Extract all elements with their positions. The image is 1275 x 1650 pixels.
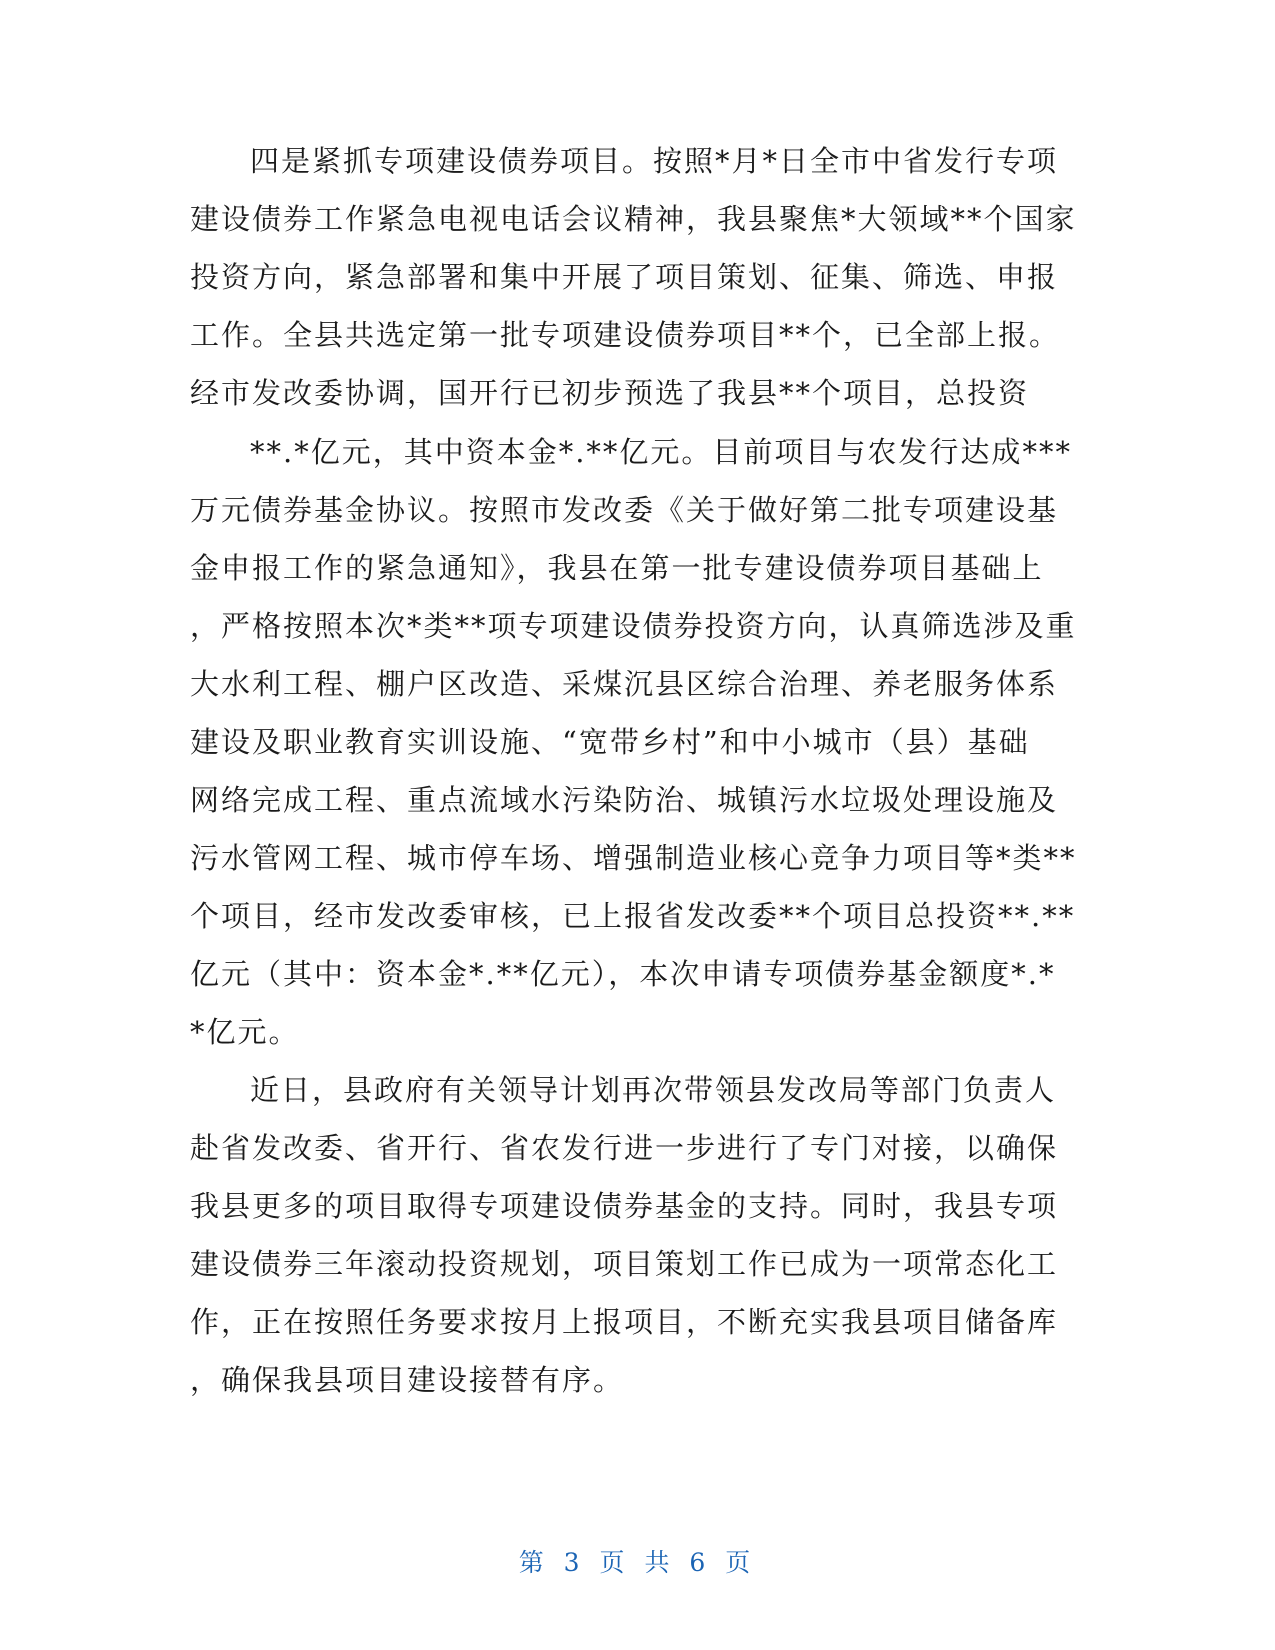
text-line: 个项目，经市发改委审核，已上报省发改委**个项目总投资**.** xyxy=(190,899,1076,933)
text-line: 工作。全县共选定第一批专项建设债券项目**个，已全部上报。 xyxy=(190,318,1061,352)
text-line: 亿元（其中：资本金*.**亿元），本次申请专项债券基金额度*.* xyxy=(190,957,1056,991)
text-line: 网络完成工程、重点流域水污染防治、城镇污水垃圾处理设施及 xyxy=(190,783,1059,817)
text-line: *亿元。 xyxy=(190,1015,300,1049)
text-line: 经市发改委协调，国开行已初步预选了我县**个项目，总投资 xyxy=(190,376,1030,410)
text-line: 四是紧抓专项建设债券项目。按照*月*日全市中省发行专项 xyxy=(250,144,1059,178)
text-line: **.*亿元，其中资本金*.**亿元。目前项目与农发行达成*** xyxy=(250,435,1072,469)
text-line: 建设及职业教育实训设施、“宽带乡村”和中小城市（县）基础 xyxy=(190,725,1030,759)
text-line: 作，正在按照任务要求按月上报项目，不断充实我县项目储备库 xyxy=(190,1305,1059,1339)
text-line: 大水利工程、棚户区改造、采煤沉县区综合治理、养老服务体系 xyxy=(190,667,1059,701)
text-line: 我县更多的项目取得专项建设债券基金的支持。同时，我县专项 xyxy=(190,1189,1059,1223)
text-line: 污水管网工程、城市停车场、增强制造业核心竞争力项目等*类** xyxy=(190,841,1077,875)
text-line: 建设债券工作紧急电视电话会议精神，我县聚焦*大领域**个国家 xyxy=(190,202,1077,236)
text-line: 赴省发改委、省开行、省农发行进一步进行了专门对接，以确保 xyxy=(190,1131,1059,1165)
text-line: 投资方向，紧急部署和集中开展了项目策划、征集、筛选、申报 xyxy=(190,260,1059,294)
page-number-footer: 第 3 页 共 6 页 xyxy=(518,1548,757,1577)
text-line: ，确保我县项目建设接替有序。 xyxy=(190,1363,625,1397)
text-line: 建设债券三年滚动投资规划，项目策划工作已成为一项常态化工 xyxy=(190,1247,1059,1281)
text-line: 金申报工作的紧急通知》，我县在第一批专建设债券项目基础上 xyxy=(190,551,1044,585)
text-line: ，严格按照本次*类**项专项建设债券投资方向，认真筛选涉及重 xyxy=(190,609,1077,643)
text-line: 万元债券基金协议。按照市发改委《关于做好第二批专项建设基 xyxy=(190,493,1059,527)
text-line: 近日，县政府有关领导计划再次带领县发改局等部门负责人 xyxy=(250,1073,1057,1107)
